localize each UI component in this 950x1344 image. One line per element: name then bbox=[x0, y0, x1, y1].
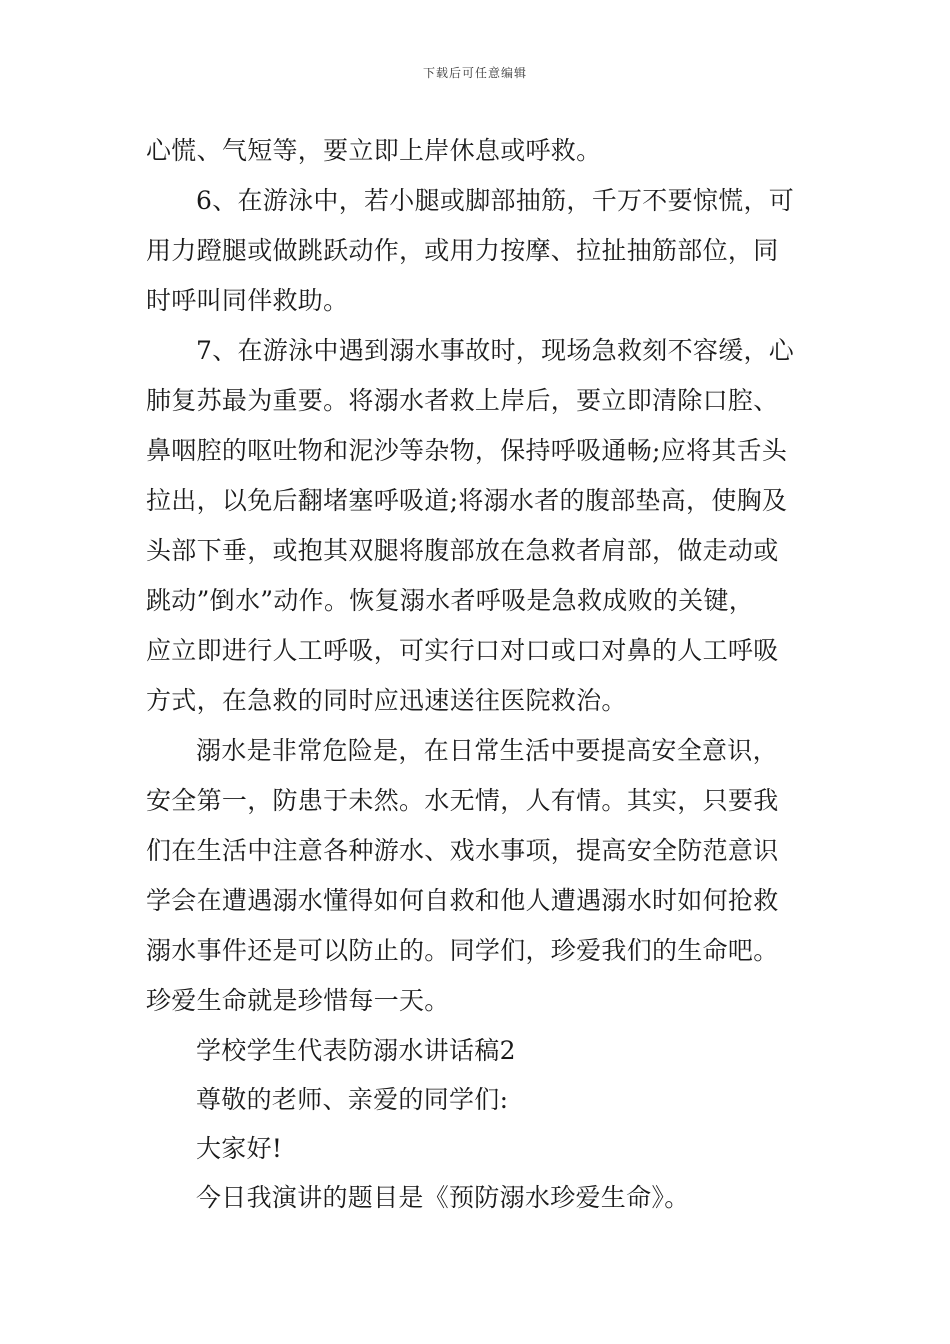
paragraph-first-line: 溺水是非常危险是，在日常生活中要提高安全意识， bbox=[196, 736, 778, 765]
section-title: 学校学生代表防溺水讲话稿2 bbox=[196, 1036, 516, 1065]
salutation: 尊敬的老师、亲爱的同学们: bbox=[196, 1085, 509, 1114]
text-line: 鼻咽腔的呕吐物和泥沙等杂物，保持呼吸通畅;应将其舌头 bbox=[146, 436, 788, 465]
paragraph-first-line: 6、在游泳中，若小腿或脚部抽筋，千万不要惊慌，可 bbox=[196, 186, 795, 215]
text-line: 应立即进行人工呼吸，可实行口对口或口对鼻的人工呼吸 bbox=[146, 636, 779, 665]
text-line: 肺复苏最为重要。将溺水者救上岸后，要立即清除口腔、 bbox=[146, 386, 779, 415]
text-line: 跳动”倒水”动作。恢复溺水者呼吸是急救成败的关键， bbox=[146, 586, 755, 615]
text-line: 拉出，以免后翻堵塞呼吸道;将溺水者的腹部垫高，使胸及 bbox=[146, 486, 788, 515]
text-line: 心慌、气短等，要立即上岸休息或呼救。 bbox=[146, 136, 602, 165]
text-line: 时呼叫同伴救助。 bbox=[146, 286, 349, 315]
page-header-note: 下载后可任意编辑 bbox=[422, 66, 527, 80]
text-line: 方式，在急救的同时应迅速送往医院救治。 bbox=[146, 686, 627, 715]
text-line: 珍爱生命就是珍惜每一天。 bbox=[146, 986, 450, 1015]
text-line: 们在生活中注意各种游水、戏水事项，提高安全防范意识 bbox=[146, 836, 779, 865]
document-body bbox=[146, 126, 806, 1222]
speech-topic-line: 今日我演讲的题目是《预防溺水珍爱生命》。 bbox=[196, 1183, 690, 1212]
paragraph-first-line: 7、在游泳中遇到溺水事故时，现场急救刻不容缓，心 bbox=[196, 336, 795, 365]
text-line: 学会在遭遇溺水懂得如何自救和他人遭遇溺水时如何抢救 bbox=[146, 886, 779, 915]
text-line: 安全第一，防患于未然。水无情，人有情。其实，只要我 bbox=[146, 786, 779, 815]
text-line: 用力蹬腿或做跳跃动作，或用力按摩、拉扯抽筋部位，同 bbox=[146, 236, 779, 265]
greeting: 大家好! bbox=[196, 1134, 283, 1163]
text-line: 头部下垂，或抱其双腿将腹部放在急救者肩部，做走动或 bbox=[146, 536, 779, 565]
text-line: 溺水事件还是可以防止的。同学们，珍爱我们的生命吧。 bbox=[146, 936, 779, 965]
